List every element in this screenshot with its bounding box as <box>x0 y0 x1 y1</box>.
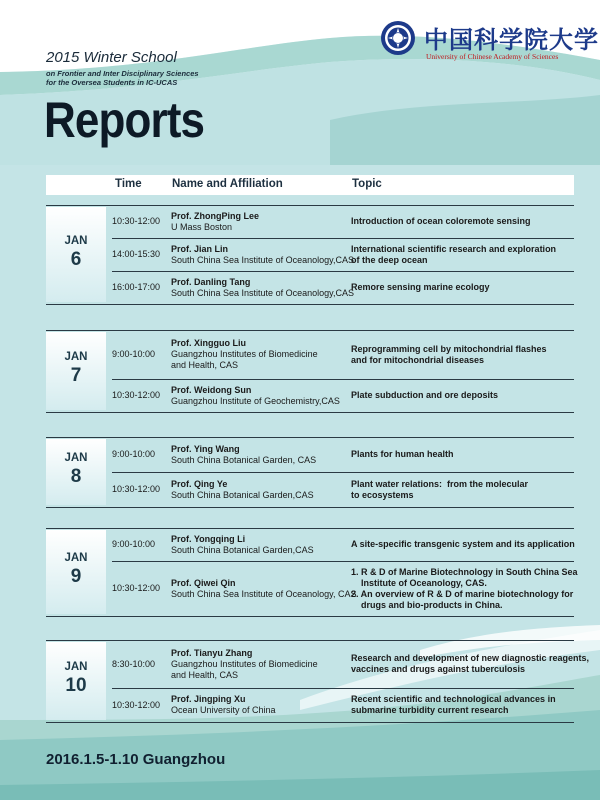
day-bottom-rule <box>46 304 574 305</box>
topic-line: and for mitochondrial diseases <box>351 354 485 365</box>
topic-line: 1. R & D of Marine Biotechnology in South China Sea <box>351 566 578 577</box>
talk-time: 16:00-17:00 <box>112 282 161 292</box>
footer-date-location: 2016.1.5-1.10 Guangzhou <box>46 751 226 768</box>
speaker-name: Prof. Jingping Xu <box>171 694 246 704</box>
schedule-row <box>112 330 574 379</box>
day-block <box>46 205 574 304</box>
topic-line: Plant water relations: from the molecular <box>351 478 529 489</box>
speaker-name: Prof. Qiwei Qin <box>171 577 236 588</box>
date-day: 8 <box>70 466 82 487</box>
speaker-affiliation: South China Botanical Garden,CAS <box>171 489 314 500</box>
speaker-block <box>171 694 276 716</box>
speaker-name: Prof. Weidong Sun <box>171 384 252 395</box>
speaker-affiliation: South China Sea Institute of Oceanology,CAS <box>171 287 354 298</box>
topic-line: of the deep ocean <box>351 254 428 265</box>
talk-time: 9:00-10:00 <box>112 349 156 359</box>
speaker-affiliation: South China Sea Institute of Oceanology,CAS <box>171 254 354 265</box>
speaker-block <box>171 277 354 299</box>
schedule-row <box>112 640 590 688</box>
date-month: JAN <box>64 234 88 247</box>
topic-line: Institute of Oceanology, CAS. <box>351 577 487 588</box>
talk-topic <box>351 694 576 716</box>
talk-topic <box>351 449 576 460</box>
speaker-block <box>171 534 314 556</box>
topic-line: drugs and bio-products in China. <box>351 599 503 610</box>
subtitle-line: for the Oversea Students in IC-UCAS <box>46 78 178 87</box>
day-bottom-rule <box>46 616 574 617</box>
day-bottom-rule <box>46 412 574 413</box>
speaker-affiliation: Guangzhou Institute of Geochemistry,CAS <box>171 395 340 406</box>
date-badge <box>46 332 106 410</box>
date-badge <box>46 530 106 614</box>
speaker-affiliation: Guangzhou Institutes of Biomedicine <box>171 349 318 359</box>
speaker-name: Prof. ZhongPing Lee <box>171 210 259 221</box>
talk-time: 10:30-12:00 <box>112 390 161 400</box>
topic-line: Research and development of new diagnostic reagents, <box>351 653 590 663</box>
schedule-row <box>112 238 574 271</box>
date-day: 7 <box>70 365 82 386</box>
topic-line: Recent scientific and technological advances in <box>351 694 556 704</box>
page-title: Reports <box>44 92 205 148</box>
topic-line: to ecosystems <box>351 489 414 500</box>
speaker-block <box>171 444 316 466</box>
topic-line: submarine turbidity current research <box>351 705 509 715</box>
schedule-row <box>112 688 574 722</box>
speaker-affiliation: South China Botanical Garden,CAS <box>171 544 314 555</box>
day-block <box>46 437 574 507</box>
header <box>0 0 600 170</box>
speaker-block <box>171 479 314 501</box>
speaker-block <box>171 338 318 371</box>
talk-topic <box>351 282 576 293</box>
speaker-block <box>171 244 354 266</box>
date-badge <box>46 439 106 505</box>
logo-chinese-name: 中国科学院大学 <box>424 25 599 54</box>
speaker-affiliation: South China Botanical Garden, CAS <box>171 454 317 465</box>
school-title: 2015 Winter School <box>46 49 177 66</box>
date-month: JAN <box>64 661 88 673</box>
topic-line: Remore sensing marine ecology <box>351 282 490 292</box>
topic-line: Plants for human health <box>351 449 454 459</box>
date-day: 9 <box>70 566 82 587</box>
ucas-seal-icon <box>380 20 416 56</box>
schedule-row <box>112 437 574 472</box>
column-header-topic: Topic <box>352 178 382 190</box>
talk-time: 10:30-12:00 <box>112 216 161 226</box>
day-bottom-rule <box>46 722 574 723</box>
date-month: JAN <box>64 452 88 464</box>
talk-topic <box>351 653 590 675</box>
speaker-name: Prof. Tianyu Zhang <box>171 647 253 658</box>
column-header-name: Name and Affiliation <box>172 178 283 190</box>
speaker-name: Prof. Ying Wang <box>171 443 240 454</box>
speaker-block <box>171 385 340 407</box>
schedule-row <box>112 205 574 238</box>
speaker-name: Prof. Yongqing Li <box>171 533 246 544</box>
talk-time: 9:00-10:00 <box>112 539 156 549</box>
speaker-name: Prof. Danling Tang <box>171 276 251 287</box>
speaker-name: Prof. Jian Lin <box>171 243 229 254</box>
talk-topic <box>351 244 576 266</box>
topic-line: A site-specific transgenic system and its application <box>351 539 575 549</box>
talk-time: 8:30-10:00 <box>112 658 156 669</box>
day-block <box>46 330 574 412</box>
talk-time: 14:00-15:30 <box>112 249 161 259</box>
talk-time: 9:00-10:00 <box>112 449 156 459</box>
day-bottom-rule <box>46 507 574 508</box>
date-day: 6 <box>70 248 82 270</box>
speaker-affiliation: U Mass Boston <box>171 221 233 232</box>
day-block <box>46 640 590 722</box>
speaker-affiliation: and Health, CAS <box>171 669 239 680</box>
talk-topic <box>351 539 576 550</box>
talk-topic <box>351 479 576 501</box>
schedule-row <box>112 528 574 561</box>
speaker-name: Prof. Qing Ye <box>171 478 228 489</box>
talk-topic <box>351 567 576 611</box>
subtitle <box>46 69 199 87</box>
talk-topic <box>351 390 576 401</box>
date-month: JAN <box>64 351 88 363</box>
topic-line: vaccines and drugs against tuberculosis <box>351 664 526 674</box>
ucas-logo <box>380 20 599 66</box>
subtitle-line: on Frontier and Inter Disciplinary Sciences <box>46 69 199 78</box>
talk-time: 10:30-12:00 <box>112 699 161 710</box>
date-month: JAN <box>64 552 88 564</box>
logo-english-name: University of Chinese Academy of Sciences <box>426 52 559 61</box>
speaker-affiliation: Ocean University of China <box>171 705 276 715</box>
date-day: 10 <box>65 675 87 696</box>
topic-line: Reprogramming cell by mitochondrial flashes <box>351 343 547 354</box>
speaker-name: Prof. Xingguo Liu <box>171 338 246 348</box>
speaker-block <box>171 211 259 233</box>
speaker-block <box>171 648 318 681</box>
topic-line: Plate subduction and ore deposits <box>351 390 499 400</box>
table-header <box>46 175 574 195</box>
schedule-row <box>112 379 574 412</box>
talk-topic <box>351 216 576 227</box>
speaker-block <box>171 578 356 600</box>
speaker-affiliation: Guangzhou Institutes of Biomedicine <box>171 658 318 669</box>
schedule-row <box>112 472 574 507</box>
topic-line: Introduction of ocean coloremote sensing <box>351 216 531 226</box>
date-badge <box>46 207 106 302</box>
talk-topic <box>351 344 576 366</box>
schedule-row <box>112 561 578 616</box>
talk-time: 10:30-12:00 <box>112 583 161 593</box>
date-badge <box>46 642 106 720</box>
schedule-row <box>112 271 574 304</box>
topic-line: 2. An overview of R & D of marine biotechnology for <box>351 588 574 599</box>
speaker-affiliation: South China Sea Institute of Oceanology, CAS <box>171 588 357 599</box>
topic-line: International scientific research and exploration <box>351 243 557 254</box>
talk-time: 10:30-12:00 <box>112 484 161 494</box>
column-header-time: Time <box>115 178 142 190</box>
day-block <box>46 528 578 616</box>
speaker-affiliation: and Health, CAS <box>171 360 239 370</box>
